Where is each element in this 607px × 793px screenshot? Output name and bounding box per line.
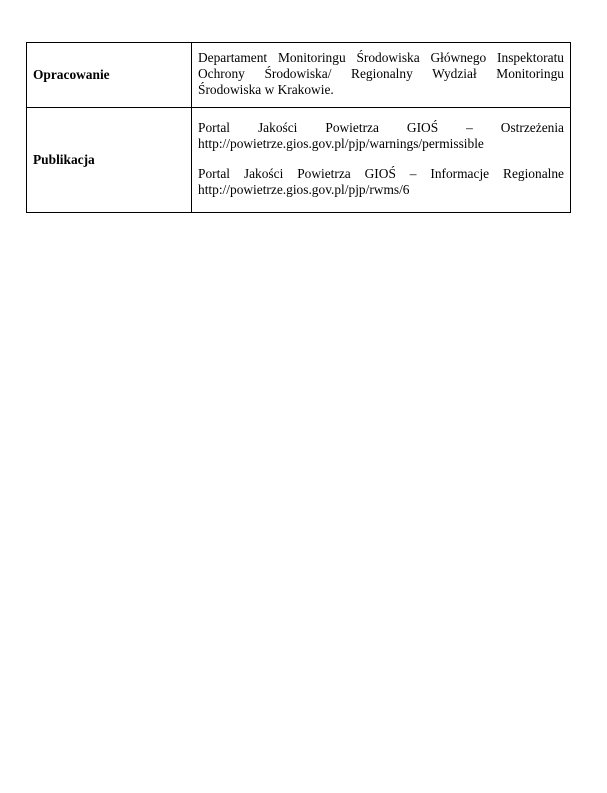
opracowanie-line-3: Środowiska w Krakowie. (198, 82, 334, 97)
table-row-publikacja (27, 108, 571, 213)
publication-1-link[interactable]: http://powietrze.gios.gov.pl/pjp/warnings/permissible (198, 136, 484, 151)
value-cell-opracowanie (192, 43, 571, 108)
publikacja-label: Publikacja (33, 152, 95, 167)
info-table (26, 42, 571, 213)
publication-2-link[interactable]: http://powietrze.gios.gov.pl/pjp/rwms/6 (198, 182, 410, 197)
label-cell-opracowanie (27, 43, 192, 108)
opracowanie-label: Opracowanie (33, 67, 110, 82)
opracowanie-line-2: Ochrony Środowiska/ Regionalny Wydział Monitoringu (198, 66, 564, 81)
table-row-opracowanie (27, 43, 571, 108)
opracowanie-line-1: Departament Monitoringu Środowiska Głównego Inspektoratu (198, 50, 564, 65)
value-cell-publikacja (192, 108, 571, 213)
publication-1-title: Portal Jakości Powietrza GIOŚ – Ostrzeżenia (198, 120, 564, 135)
publication-2-title: Portal Jakości Powietrza GIOŚ – Informacje Regionalne (198, 166, 564, 181)
label-cell-publikacja (27, 108, 192, 213)
